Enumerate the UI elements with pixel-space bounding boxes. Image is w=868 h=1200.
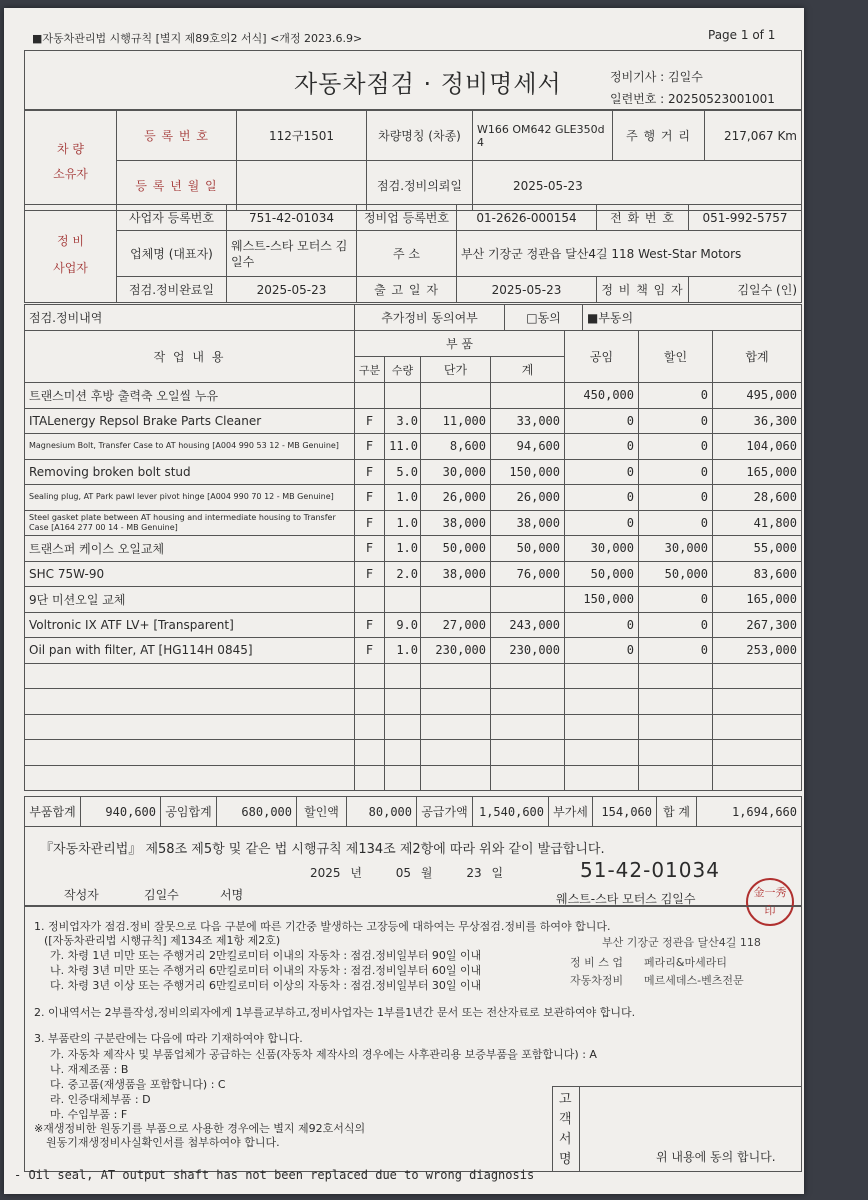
item-unit-price: 38,000 (421, 510, 491, 536)
item-subtotal (491, 587, 565, 613)
note-3b: 나. 재제조품 : B (50, 1063, 129, 1076)
note-2: 2. 이내역서는 2부를작성,정비의뢰자에게 1부를교부하고,정비사업자는 1부를1년간 문서 또는 전산자료로 보관하여야 합니다. (34, 1006, 636, 1019)
item-discount: 0 (639, 485, 713, 511)
item-subtotal: 76,000 (491, 561, 565, 587)
page-info: Page 1 of 1 (708, 28, 776, 42)
table-row (25, 510, 802, 536)
consent-yes[interactable]: □동의 (505, 305, 583, 331)
item-work (25, 765, 355, 791)
item-qty: 5.0 (385, 459, 421, 485)
item-work: Magnesium Bolt, Transfer Case to AT housing [A004 990 53 12 - MB Genuine] (25, 434, 355, 460)
item-subtotal (491, 663, 565, 689)
stamp-line-2: 자동차정비 (570, 974, 624, 987)
item-qty (385, 714, 421, 740)
table-row (25, 638, 802, 664)
note-3e: 마. 수입부품 : F (50, 1108, 128, 1121)
item-total (713, 765, 802, 791)
item-discount (639, 740, 713, 766)
discount-total-label: 할인액 (297, 797, 347, 827)
table-row (25, 663, 802, 689)
note-1: 1. 정비업자가 점검.정비 잘못으로 다음 구분에 따른 기간중 발생하는 고장등에 대하여는 무상점검.정비를 하여야 합니다. (34, 920, 611, 933)
item-type (355, 689, 385, 715)
item-discount: 0 (639, 638, 713, 664)
item-subtotal: 26,000 (491, 485, 565, 511)
item-work: 트랜스퍼 케이스 오일교체 (25, 536, 355, 562)
item-qty (385, 740, 421, 766)
item-unit-price: 38,000 (421, 561, 491, 587)
table-row (25, 383, 802, 409)
note-1b: 가. 차령 1년 미만 또는 주행거리 2만킬로미터 이내의 자동차 : 점검.정비일부터 90일 이내 (50, 949, 482, 962)
table-row (25, 434, 802, 460)
item-qty: 1.0 (385, 485, 421, 511)
item-unit-price (421, 663, 491, 689)
item-labor: 0 (565, 459, 639, 485)
item-type: F (355, 612, 385, 638)
item-subtotal: 243,000 (491, 612, 565, 638)
col-sub: 계 (491, 357, 565, 383)
item-labor: 0 (565, 612, 639, 638)
item-qty: 9.0 (385, 612, 421, 638)
reg-date-value (237, 161, 367, 211)
release-value: 2025-05-23 (457, 277, 597, 303)
item-type: F (355, 638, 385, 664)
item-qty (385, 765, 421, 791)
item-labor: 30,000 (565, 536, 639, 562)
item-unit-price (421, 587, 491, 613)
customer-agree-text: 위 내용에 동의 합니다. (656, 1150, 776, 1164)
item-work: Sealing plug, AT Park pawl lever pivot hinge [A004 990 70 12 - MB Genuine] (25, 485, 355, 511)
item-unit-price: 30,000 (421, 459, 491, 485)
serial-number: 일련번호 : 20250523001001 (610, 92, 775, 106)
repair-reg-label: 정비업 등록번호 (357, 205, 457, 231)
item-total (713, 740, 802, 766)
reg-no-value: 112구1501 (237, 111, 367, 161)
items-table (24, 330, 802, 791)
consent-no[interactable]: ■부동의 (583, 305, 802, 331)
item-labor: 0 (565, 485, 639, 511)
shop-name-label: 업체명 (대표자) (117, 231, 227, 277)
reg-no-label: 등 록 번 호 (117, 111, 237, 161)
shop-section-label: 정 비 사업자 (25, 205, 117, 303)
item-labor (565, 663, 639, 689)
item-labor (565, 740, 639, 766)
item-qty: 11.0 (385, 434, 421, 460)
address-value: 부산 기장군 정관읍 달산4길 118 West-Star Motors (457, 231, 802, 277)
item-total (713, 689, 802, 715)
table-row (25, 765, 802, 791)
col-type: 구분 (355, 357, 385, 383)
vat-label: 부가세 (549, 797, 593, 827)
item-work: 트랜스미션 후방 출력축 오일씰 누유 (25, 383, 355, 409)
item-subtotal: 230,000 (491, 638, 565, 664)
stamp-line-3: 페라리&마세라티 (644, 956, 727, 969)
item-work: Voltronic IX ATF LV+ [Transparent] (25, 612, 355, 638)
item-work (25, 689, 355, 715)
item-qty: 1.0 (385, 638, 421, 664)
item-type: F (355, 485, 385, 511)
writer-label: 작성자 (64, 888, 99, 902)
table-row (25, 536, 802, 562)
mileage-label: 주 행 거 리 (613, 111, 705, 161)
item-discount (639, 663, 713, 689)
supply-label: 공급가액 (417, 797, 473, 827)
item-discount: 0 (639, 510, 713, 536)
item-unit-price: 8,600 (421, 434, 491, 460)
item-discount (639, 765, 713, 791)
item-total: 36,300 (713, 408, 802, 434)
customer-label: 고객서명 (559, 1092, 572, 1167)
item-discount: 30,000 (639, 536, 713, 562)
footer-note: - Oil seal, AT output shaft has not been replaced due to wrong diagnosis (14, 1168, 535, 1182)
item-discount (639, 714, 713, 740)
mechanic-name: 정비기사 : 김일수 (610, 70, 703, 84)
item-work (25, 663, 355, 689)
item-unit-price (421, 383, 491, 409)
item-total: 253,000 (713, 638, 802, 664)
vehicle-section-label: 차 량 소유자 (25, 111, 117, 211)
item-qty (385, 383, 421, 409)
request-date-value: 2025-05-23 (473, 161, 802, 211)
note-3f: ※재생정비한 원동기를 부품으로 사용한 경우에는 별지 제92호서식의 (34, 1122, 366, 1135)
stamp-biz-no: 51-42-01034 (580, 858, 720, 882)
item-subtotal: 50,000 (491, 536, 565, 562)
item-labor (565, 714, 639, 740)
item-total: 41,800 (713, 510, 802, 536)
item-discount: 0 (639, 408, 713, 434)
mileage-value: 217,067 Km (705, 111, 802, 161)
biz-no-label: 사업자 등록번호 (117, 205, 227, 231)
item-total: 165,000 (713, 459, 802, 485)
note-3d: 라. 인증대체부품 : D (50, 1093, 151, 1106)
page-title: 자동차점검 · 정비명세서 (294, 70, 562, 98)
col-total: 합계 (713, 331, 802, 383)
table-row (25, 740, 802, 766)
model-value: W166 OM642 GLE350d 4 (473, 111, 613, 161)
item-type: F (355, 459, 385, 485)
item-qty (385, 689, 421, 715)
item-type (355, 587, 385, 613)
labor-total: 680,000 (217, 797, 297, 827)
table-row (25, 485, 802, 511)
item-type (355, 740, 385, 766)
item-unit-price (421, 740, 491, 766)
note-3: 3. 부품란의 구분란에는 다음에 따라 기재하여야 합니다. (34, 1032, 303, 1045)
item-total (713, 663, 802, 689)
col-qty: 수량 (385, 357, 421, 383)
note-3a: 가. 자동차 제작사 및 부품업체가 공급하는 신품(자동차 제작사의 경우에는 사후관리용 보증부품을 포함합니다) : A (50, 1048, 597, 1061)
item-labor: 150,000 (565, 587, 639, 613)
item-subtotal: 33,000 (491, 408, 565, 434)
col-unit: 단가 (421, 357, 491, 383)
item-type (355, 663, 385, 689)
item-labor: 450,000 (565, 383, 639, 409)
vat-value: 154,060 (593, 797, 657, 827)
item-discount: 0 (639, 434, 713, 460)
stamp-shop-name: 웨스트-스타 모터스 김일수 (556, 892, 696, 906)
reg-date-label: 등 록 년 월 일 (117, 161, 237, 211)
item-work: ITALenergy Repsol Brake Parts Cleaner (25, 408, 355, 434)
item-subtotal (491, 383, 565, 409)
col-labor: 공임 (565, 331, 639, 383)
item-work: Steel gasket plate between AT housing and intermediate housing to Transfer Case [A164 277 00 14 - MB Genuine] (25, 510, 355, 536)
sum-label: 합 계 (657, 797, 697, 827)
labor-total-label: 공임합계 (161, 797, 217, 827)
table-row (25, 459, 802, 485)
manager-label: 정 비 책 임 자 (597, 277, 689, 303)
item-work (25, 740, 355, 766)
form-header: ■자동차관리법 시행규칙 [별지 제89호의2 서식] <개정 2023.6.9> (32, 32, 363, 45)
note-3g: 원동기재생정비사실확인서를 첨부하여야 합니다. (46, 1136, 280, 1149)
extra-consent-label: 추가정비 동의여부 (355, 305, 505, 331)
supply-value: 1,540,600 (473, 797, 549, 827)
invoice-paper (4, 8, 804, 1194)
request-date-label: 점검.정비의뢰일 (367, 161, 473, 211)
done-date-label: 점검.정비완료일 (117, 277, 227, 303)
issue-year: 2025 (310, 866, 341, 880)
item-work: Removing broken bolt stud (25, 459, 355, 485)
item-subtotal (491, 689, 565, 715)
release-label: 출 고 일 자 (357, 277, 457, 303)
item-labor: 50,000 (565, 561, 639, 587)
address-label: 주 소 (357, 231, 457, 277)
totals-table (24, 796, 802, 827)
item-subtotal: 150,000 (491, 459, 565, 485)
item-work: SHC 75W-90 (25, 561, 355, 587)
item-total: 495,000 (713, 383, 802, 409)
item-labor: 0 (565, 638, 639, 664)
table-row (25, 561, 802, 587)
note-1d: 다. 차령 3년 이상 또는 주행거리 6만킬로미터 이상의 자동차 : 점검.정비일부터 30일 이내 (50, 979, 482, 992)
item-type (355, 765, 385, 791)
item-work: Oil pan with filter, AT [HG114H 0845] (25, 638, 355, 664)
item-labor: 0 (565, 408, 639, 434)
item-unit-price (421, 714, 491, 740)
model-label: 차량명칭 (차종) (367, 111, 473, 161)
issue-date: 2025 년 05 월 23 일 (310, 866, 504, 880)
item-qty (385, 587, 421, 613)
item-unit-price (421, 765, 491, 791)
item-subtotal: 94,600 (491, 434, 565, 460)
done-date-value: 2025-05-23 (227, 277, 357, 303)
note-1a: ([자동차관리법 시행규칙] 제134조 제1항 제2호) (44, 934, 281, 947)
item-type: F (355, 561, 385, 587)
legal-text: 『자동차관리법』 제58조 제5항 및 같은 법 시행규칙 제134조 제2항에 따라 위와 같이 발급합니다. (40, 842, 605, 857)
writer-name: 김일수 (144, 888, 179, 902)
item-type: F (355, 408, 385, 434)
table-row (25, 689, 802, 715)
item-type: F (355, 434, 385, 460)
item-rows (25, 383, 802, 791)
col-discount: 할인 (639, 331, 713, 383)
item-total: 267,300 (713, 612, 802, 638)
item-qty: 3.0 (385, 408, 421, 434)
seal-stamp: 金一秀印 (746, 878, 794, 926)
item-discount: 50,000 (639, 561, 713, 587)
stamp-address: 부산 기장군 정관읍 달산4길 118 (602, 936, 761, 949)
item-discount: 0 (639, 612, 713, 638)
biz-no-value: 751-42-01034 (227, 205, 357, 231)
item-labor: 0 (565, 434, 639, 460)
table-row (25, 612, 802, 638)
item-type (355, 714, 385, 740)
item-labor (565, 689, 639, 715)
table-row (25, 408, 802, 434)
item-subtotal: 38,000 (491, 510, 565, 536)
stamp-line-1: 정 비 스 업 (570, 956, 623, 969)
item-type (355, 383, 385, 409)
item-discount (639, 689, 713, 715)
item-total: 104,060 (713, 434, 802, 460)
item-unit-price (421, 689, 491, 715)
col-work: 작 업 내 용 (25, 331, 355, 383)
detail-strip (24, 304, 802, 331)
item-subtotal (491, 740, 565, 766)
parts-total-label: 부품합계 (25, 797, 81, 827)
parts-total: 940,600 (81, 797, 161, 827)
manager-value: 김일수 (인) (689, 277, 802, 303)
item-unit-price: 26,000 (421, 485, 491, 511)
item-type: F (355, 510, 385, 536)
phone-value: 051-992-5757 (689, 205, 802, 231)
note-1c: 나. 차령 3년 미만 또는 주행거리 6만킬로미터 이내의 자동차 : 점검.정비일부터 60일 이내 (50, 964, 482, 977)
sign-label: 서명 (220, 888, 244, 902)
item-subtotal (491, 714, 565, 740)
shop-table (24, 204, 802, 303)
stamp-line-4: 메르세데스-벤츠전문 (644, 974, 744, 987)
note-3c: 다. 중고품(재생품을 포함합니다) : C (50, 1078, 226, 1091)
item-unit-price: 230,000 (421, 638, 491, 664)
item-type: F (355, 536, 385, 562)
shop-name-value: 웨스트-스타 모터스 김일수 (227, 231, 357, 277)
item-discount: 0 (639, 459, 713, 485)
item-qty: 1.0 (385, 536, 421, 562)
issue-month: 05 (395, 866, 412, 880)
item-subtotal (491, 765, 565, 791)
item-unit-price: 50,000 (421, 536, 491, 562)
sum-value: 1,694,660 (697, 797, 802, 827)
item-unit-price: 11,000 (421, 408, 491, 434)
phone-label: 전 화 번 호 (597, 205, 689, 231)
col-parts: 부 품 (355, 331, 565, 357)
item-total: 55,000 (713, 536, 802, 562)
repair-reg-value: 01-2626-000154 (457, 205, 597, 231)
discount-total: 80,000 (347, 797, 417, 827)
item-work (25, 714, 355, 740)
item-labor (565, 765, 639, 791)
item-total: 28,600 (713, 485, 802, 511)
item-qty: 2.0 (385, 561, 421, 587)
item-discount: 0 (639, 587, 713, 613)
item-unit-price: 27,000 (421, 612, 491, 638)
item-total (713, 714, 802, 740)
vehicle-table (24, 110, 802, 211)
table-row (25, 587, 802, 613)
item-qty: 1.0 (385, 510, 421, 536)
table-row (25, 714, 802, 740)
item-total: 83,600 (713, 561, 802, 587)
issue-day: 23 (466, 866, 482, 880)
item-total: 165,000 (713, 587, 802, 613)
item-labor: 0 (565, 510, 639, 536)
item-discount: 0 (639, 383, 713, 409)
detail-label: 점검.정비내역 (25, 305, 355, 331)
item-work: 9단 미션오일 교체 (25, 587, 355, 613)
item-qty (385, 663, 421, 689)
